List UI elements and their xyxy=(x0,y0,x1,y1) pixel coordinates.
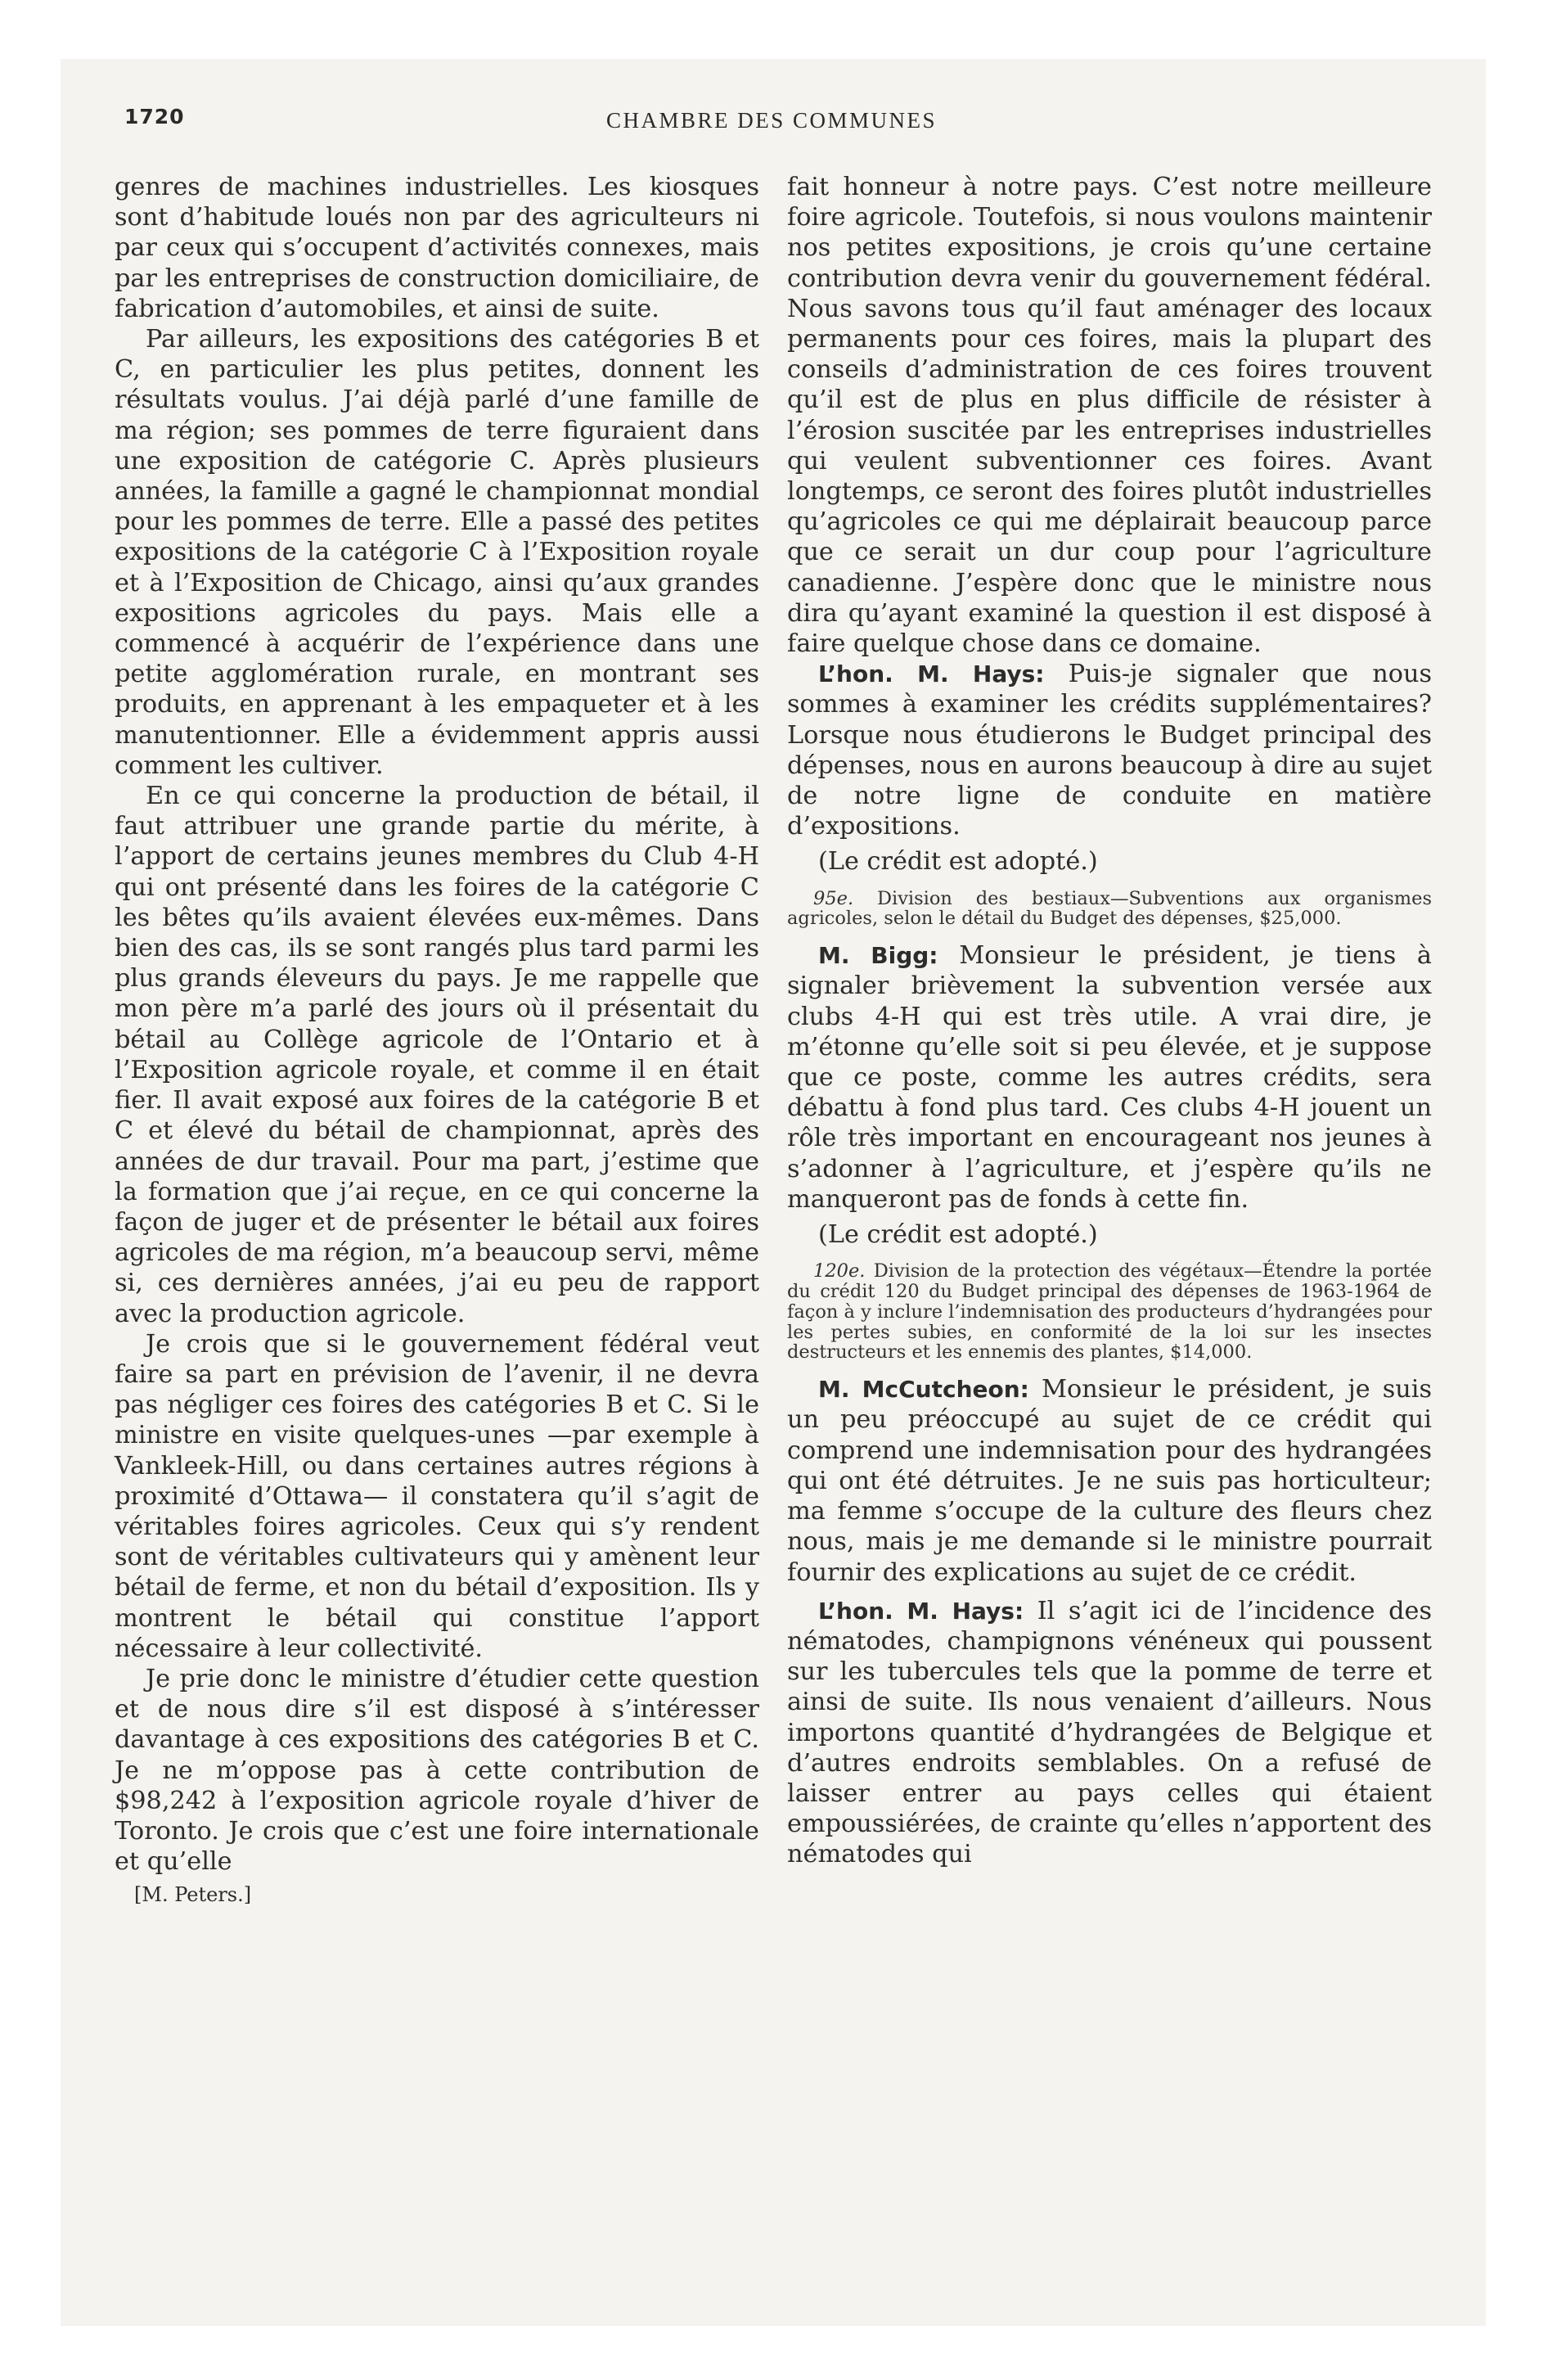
vote-description: Division des bestiaux—Subventions aux organismes agricoles, selon le détail du Budget des dépenses, $25,000. xyxy=(787,887,1433,930)
page-number: 1720 xyxy=(124,105,185,128)
page-header xyxy=(124,105,1419,146)
paragraph: En ce qui concerne la production de bétail, il faut attribuer une grande partie du mérite, à l’apport de certains jeunes membres du Club 4-H qui ont présenté dans les foires de la catégorie C les bêtes qu’ils avaient élevées eux-mêmes. Dans bien des cas, ils se sont rangés plus tard parmi les plus grands éleveurs du pays. Je me rappelle que mon père m’a parlé des jours où il présentait du bétail au Collège agricole de l’Ontario et à l’Exposition agricole royale, et comme il en était fier. Il avait exposé aux foires de la catégorie B et C et élevé du bétail de championnat, après des années de dur travail. Pour ma part, j’estime que la formation que j’ai reçue, en ce qui concerne la façon de juger et de présenter le bétail aux foires agricoles de ma région, m’a beaucoup servi, même si, ces dernières années, j’ai eu peu de rapport avec la production agricole. xyxy=(115,782,759,1328)
paragraph: fait honneur à notre pays. C’est notre meilleure foire agricole. Toutefois, si nous voulons maintenir nos petites expositions, je crois qu’une certaine contribution devra venir du gouvernement fédéral. Nous savons tous qu’il faut aménager des locaux permanents pour ces foires, mais la plupart des conseils d’administration de ces foires trouvent qu’il est de plus en plus difficile de résister à l’érosion suscitée par les entreprises industrielles qui veulent subventionner ces foires. Avant longtemps, ce seront des foires plutôt industrielles qu’agricoles ce qui me déplairait beaucoup parce que ce serait un dur coup pour l’agriculture canadienne. J’espère donc que le ministre nous dira qu’ayant examiné la question il est disposé à faire quelque chose dans ce domaine. xyxy=(787,173,1432,659)
vote-description: Division de la protection des végétaux—Étendre la portée du crédit 120 du Budget principal des dépenses de 1963-1964 de façon à y inclure l’indemnisation des producteurs d’hydrangées pour les pertes subies, en conformité de la loi sur les insectes destructeurs et les ennemis des plantes, $14,000. xyxy=(787,1260,1432,1364)
vote-number: 120e. xyxy=(813,1260,866,1282)
running-head: CHAMBRE DES COMMUNES xyxy=(605,108,938,133)
speech-paragraph xyxy=(787,940,1432,1215)
vote-item xyxy=(787,1261,1432,1363)
speech-paragraph xyxy=(787,659,1432,841)
speaker-name: L’hon. M. Hays: xyxy=(818,660,1045,688)
speaker-name: M. Bigg: xyxy=(818,942,938,970)
vote-adopted-note: (Le crédit est adopté.) xyxy=(818,847,1098,877)
speaker-signature: [M. Peters.] xyxy=(134,1883,252,1907)
right-column xyxy=(787,172,1432,1870)
speech-text: Puis-je signaler que nous sommes à examiner les crédits supplémentaires? Lorsque nous étudierons le Budget principal des dépenses, nous en aurons beaucoup à dire au sujet de notre ligne de conduite en matière d’expositions. xyxy=(787,660,1433,841)
speaker-name: M. McCutcheon: xyxy=(818,1376,1029,1404)
speech-text: Monsieur le président, je suis un peu préoccupé au sujet de ce crédit qui comprend une indemnisation pour des hydrangées qui ont été détruites. Je ne suis pas horticulteur; ma femme s’occupe de la culture des fleurs chez nous, mais je me demande si le ministre pourrait fournir des explications au sujet de ce crédit. xyxy=(787,1375,1433,1587)
paragraph: genres de machines industrielles. Les kiosques sont d’habitude loués non par des agriculteurs ni par ceux qui s’occupent d’activités connexes, mais par les entreprises de construction domiciliaire, de fabrication d’automobiles, et ainsi de suite. xyxy=(115,173,759,323)
vote-adopted-note: (Le crédit est adopté.) xyxy=(818,1220,1098,1250)
speaker-name: L’hon. M. Hays: xyxy=(818,1597,1024,1625)
vote-item xyxy=(787,889,1432,930)
paragraph: Je crois que si le gouvernement fédéral veut faire sa part en prévision de l’avenir, il ne devra pas négliger ces foires des catégories B et C. Si le ministre en visite quelques-unes —par exemple à Vankleek-Hill, ou dans certaines autres régions à proximité d’Ottawa— il constatera qu’il s’agit de véritables foires agricoles. Ceux qui s’y rendent sont de véritables cultivateurs qui y amènent leur bétail de ferme, et non du bétail d’exposition. Ils y montrent le bétail qui constitue l’apport nécessaire à leur collectivité. xyxy=(115,1329,759,1663)
speech-paragraph xyxy=(787,1374,1432,1587)
paragraph: Je prie donc le ministre d’étudier cette question et de nous dire s’il est disposé à s’intéresser davantage à ces expositions des catégories B et C. Je ne m’oppose pas à cette contribution de $98,242 à l’exposition agricole royale d’hiver de Toronto. Je crois que c’est une foire internationale et qu’elle xyxy=(115,1664,759,1877)
speech-text: Il s’agit ici de l’incidence des nématodes, champignons vénéneux qui poussent sur les tubercules tels que la pomme de terre et ainsi de suite. Ils nous venaient d’ailleurs. Nous importons quantité d’hydrangées de Belgique et d’autres endroits semblables. On a refusé de laisser entrer au pays celles qui étaient empoussiérées, de crainte qu’elles n’apportent des nématodes qui xyxy=(787,1596,1432,1869)
paragraph: Par ailleurs, les expositions des catégories B et C, en particulier les plus petites, donnent les résultats voulus. J’ai déjà parlé d’une famille de ma région; ses pommes de terre figuraient dans une exposition de catégorie C. Après plusieurs années, la famille a gagné le championnat mondial pour les pommes de terre. Elle a passé des petites expositions de la catégorie C à l’Exposition royale et à l’Exposition de Chicago, ainsi qu’aux grandes expositions agricoles du pays. Mais elle a commencé à acquérir de l’expérience dans une petite agglomération rurale, en montrant ses produits, en apprenant à les empaqueter et à les manutentionner. Elle a évidemment appris aussi comment les cultiver. xyxy=(115,325,759,780)
left-column xyxy=(115,172,759,1906)
speech-paragraph xyxy=(787,1596,1432,1870)
speech-text: Monsieur le président, je tiens à signaler brièvement la subvention versée aux clubs 4-H qui est très utile. A vrai dire, je m’étonne qu’elle soit si peu élevée, et je suppose que ce poste, comme les autres crédits, sera débattu à fond plus tard. Ces clubs 4-H jouent un rôle très important en encourageant nos jeunes à s’adonner à l’agriculture, et j’espère qu’ils ne manqueront pas de fonds à cette fin. xyxy=(787,941,1432,1214)
vote-number: 95e. xyxy=(813,887,854,909)
